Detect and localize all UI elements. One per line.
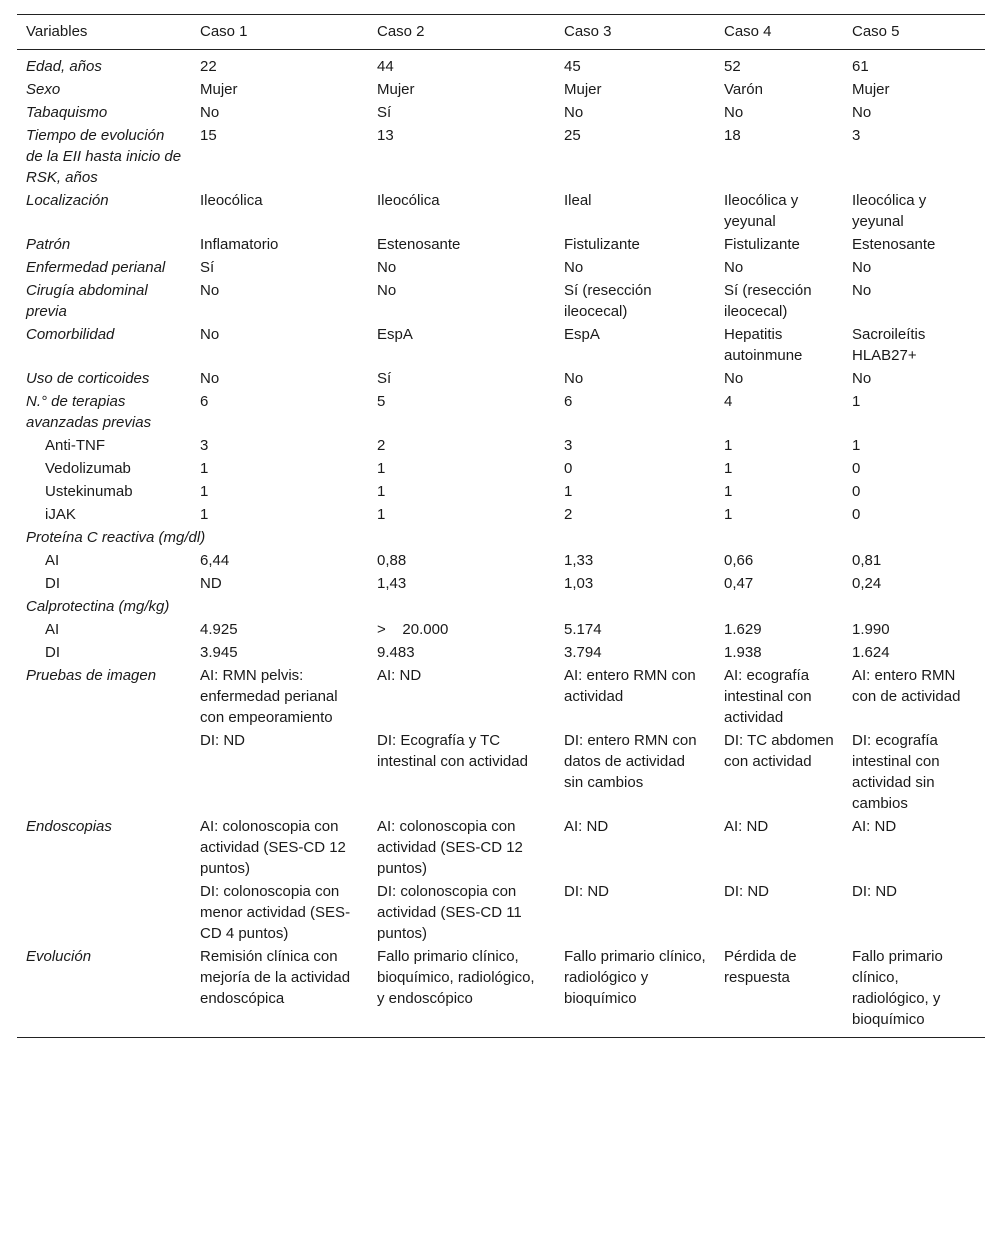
- row-label: Tiempo de evolución de la EII hasta inicio de RSK, años: [26, 127, 182, 186]
- table-cell: DI: ecografía intestinal con actividad sin cambios: [852, 732, 940, 812]
- table-cell: No: [724, 104, 744, 121]
- table-cell: Sí (resección ileocecal): [564, 282, 652, 320]
- table-cell: Sí: [377, 104, 392, 121]
- table-cell: 1: [377, 506, 386, 523]
- header-cell: Caso 5: [852, 23, 900, 40]
- table-cell: No: [564, 104, 584, 121]
- table-cell: DI: TC abdomen con actividad: [724, 732, 834, 770]
- table-cell: 1: [852, 393, 861, 410]
- table-cell: No: [724, 370, 744, 387]
- table-cell: 13: [377, 127, 394, 144]
- table-cell: > 20.000: [377, 621, 449, 638]
- table-row: [17, 945, 985, 1038]
- table-cell: No: [200, 282, 220, 299]
- table-cell: Estenosante: [852, 236, 936, 253]
- table-cell: DI: Ecografía y TC intestinal con actividad: [377, 732, 528, 770]
- table-cell: 5: [377, 393, 386, 410]
- table-cell: 1,43: [377, 575, 407, 592]
- table-cell: AI: entero RMN con actividad: [564, 667, 696, 705]
- table-cell: ND: [200, 575, 222, 592]
- table-cell: 1: [724, 483, 733, 500]
- table-cell: 25: [564, 127, 581, 144]
- table-row-section: [17, 526, 985, 549]
- table-row: [17, 78, 985, 101]
- table-cell: Mujer: [377, 81, 415, 98]
- header-cell: Caso 1: [200, 23, 248, 40]
- table-cell: AI: ecografía intestinal con actividad: [724, 667, 812, 726]
- table-cell: 2: [377, 437, 386, 454]
- table-cell: 1.938: [724, 644, 762, 661]
- table-cell: 1: [377, 460, 386, 477]
- table-row: [17, 101, 985, 124]
- table-cell: 1,03: [564, 575, 594, 592]
- table-cell: AI: ND: [377, 667, 422, 684]
- table-row-section: [17, 595, 985, 618]
- table-cell: EspA: [564, 326, 600, 343]
- row-label: Ustekinumab: [45, 483, 133, 500]
- table-cell: No: [200, 104, 220, 121]
- row-label: Comorbilidad: [26, 326, 115, 343]
- table-row: [17, 618, 985, 641]
- table-cell: 61: [852, 58, 869, 75]
- table-cell: DI: ND: [724, 883, 769, 900]
- table-cell: 1: [724, 437, 733, 454]
- table-cell: Hepatitis autoinmune: [724, 326, 803, 364]
- table-cell: 0: [852, 483, 861, 500]
- table-row: [17, 815, 985, 880]
- row-label: Pruebas de imagen: [26, 667, 157, 684]
- table-cell: AI: entero RMN con de actividad: [852, 667, 961, 705]
- table-cell: Sí (resección ileocecal): [724, 282, 812, 320]
- table-cell: 1: [377, 483, 386, 500]
- row-label: Edad, años: [26, 58, 102, 75]
- table-row: [17, 434, 985, 457]
- table-cell: Sí: [200, 259, 215, 276]
- table-row: [17, 323, 985, 367]
- table-cell: 5.174: [564, 621, 602, 638]
- table-row: [17, 279, 985, 323]
- table-cell: EspA: [377, 326, 413, 343]
- row-label: Evolución: [26, 948, 92, 965]
- table-cell: Ileocólica y yeyunal: [724, 192, 799, 230]
- row-label: Endoscopias: [26, 818, 112, 835]
- table-row: [17, 641, 985, 664]
- header-cell: Caso 3: [564, 23, 612, 40]
- table-cell: 0,24: [852, 575, 882, 592]
- table-cell: No: [852, 370, 872, 387]
- table-cell: 6: [200, 393, 209, 410]
- table-row: [17, 664, 985, 729]
- table-row: [17, 880, 985, 945]
- table-cell: 15: [200, 127, 217, 144]
- table-cell: No: [564, 370, 584, 387]
- table-cell: Mujer: [852, 81, 890, 98]
- case-comparison-table: [17, 14, 985, 1038]
- table-cell: DI: ND: [852, 883, 897, 900]
- table-cell: No: [200, 370, 220, 387]
- table-row: [17, 50, 985, 79]
- section-label: Calprotectina (mg/kg): [26, 598, 170, 615]
- table-cell: 0,47: [724, 575, 754, 592]
- table-cell: 9.483: [377, 644, 415, 661]
- table-cell: 1: [564, 483, 573, 500]
- table-row: [17, 256, 985, 279]
- table-row: [17, 367, 985, 390]
- row-label: Uso de corticoides: [26, 370, 150, 387]
- table-cell: Ileocólica y yeyunal: [852, 192, 927, 230]
- table-cell: 1.624: [852, 644, 890, 661]
- table-cell: No: [852, 282, 872, 299]
- table-cell: 44: [377, 58, 394, 75]
- table-cell: 4.925: [200, 621, 238, 638]
- table-cell: AI: RMN pelvis: enfermedad perianal con empeoramiento: [200, 667, 338, 726]
- table-cell: 1: [852, 437, 861, 454]
- table-cell: Fallo primario clínico, radiológico, y bioquímico: [852, 948, 943, 1028]
- table-cell: 1.990: [852, 621, 890, 638]
- table-cell: 3.945: [200, 644, 238, 661]
- table-row: [17, 233, 985, 256]
- table-cell: Varón: [724, 81, 763, 98]
- table-cell: No: [200, 326, 220, 343]
- table-cell: Sí: [377, 370, 392, 387]
- row-label: DI: [45, 644, 60, 661]
- table-cell: No: [377, 282, 397, 299]
- table-row: [17, 390, 985, 434]
- table-cell: 0,88: [377, 552, 407, 569]
- table-cell: No: [724, 259, 744, 276]
- table-cell: Fistulizante: [724, 236, 800, 253]
- table-cell: 1: [724, 506, 733, 523]
- table-cell: 1: [200, 483, 209, 500]
- table-cell: 1,33: [564, 552, 594, 569]
- table-cell: Remisión clínica con mejoría de la actividad endoscópica: [200, 948, 351, 1007]
- row-label: [17, 729, 191, 815]
- table-cell: 1: [724, 460, 733, 477]
- table-row: [17, 572, 985, 595]
- row-label: Anti-TNF: [45, 437, 105, 454]
- table-row: [17, 480, 985, 503]
- table-cell: Pérdida de respuesta: [724, 948, 797, 986]
- table-row: [17, 503, 985, 526]
- table-cell: 2: [564, 506, 573, 523]
- table-cell: AI: colonoscopia con actividad (SES-CD 12 puntos): [200, 818, 346, 877]
- table-cell: DI: ND: [564, 883, 609, 900]
- table-cell: 0: [852, 460, 861, 477]
- table-cell: 3.794: [564, 644, 602, 661]
- header-cell: Caso 2: [377, 23, 425, 40]
- table-cell: AI: colonoscopia con actividad (SES-CD 12 puntos): [377, 818, 523, 877]
- table-cell: 4: [724, 393, 733, 410]
- table-cell: 6,44: [200, 552, 230, 569]
- table-cell: 3: [564, 437, 573, 454]
- row-label: [17, 880, 191, 945]
- table-cell: 3: [852, 127, 861, 144]
- row-label: AI: [45, 552, 60, 569]
- header-cell: Caso 4: [724, 23, 772, 40]
- table-cell: Inflamatorio: [200, 236, 279, 253]
- row-label: AI: [45, 621, 60, 638]
- table-cell: DI: colonoscopia con actividad (SES-CD 11 puntos): [377, 883, 522, 942]
- table-row: [17, 729, 985, 815]
- table-cell: Fallo primario clínico, radiológico y bioquímico: [564, 948, 706, 1007]
- table-row: [17, 457, 985, 480]
- table-cell: No: [377, 259, 397, 276]
- table-cell: DI: entero RMN con datos de actividad sin cambios: [564, 732, 697, 791]
- table-cell: No: [564, 259, 584, 276]
- row-label: Sexo: [26, 81, 61, 98]
- table-cell: 0: [564, 460, 573, 477]
- row-label: iJAK: [45, 506, 76, 523]
- table-cell: Estenosante: [377, 236, 461, 253]
- table-cell: DI: ND: [200, 732, 245, 749]
- table-cell: AI: ND: [852, 818, 897, 835]
- row-label: Patrón: [26, 236, 71, 253]
- row-label: Tabaquismo: [26, 104, 108, 121]
- table-cell: 6: [564, 393, 573, 410]
- table-cell: 3: [200, 437, 209, 454]
- table-cell: DI: colonoscopia con menor actividad (SES-CD 4 puntos): [200, 883, 351, 942]
- table-cell: Mujer: [564, 81, 602, 98]
- table-cell: 18: [724, 127, 741, 144]
- table-cell: Ileocólica: [377, 192, 440, 209]
- table-cell: 1: [200, 460, 209, 477]
- table-cell: Mujer: [200, 81, 238, 98]
- table-cell: Fallo primario clínico, bioquímico, radiológico, y endoscópico: [377, 948, 535, 1007]
- table-cell: 1: [200, 506, 209, 523]
- row-label: Enfermedad perianal: [26, 259, 166, 276]
- table-row: [17, 549, 985, 572]
- table-cell: 22: [200, 58, 217, 75]
- table-cell: Sacroileítis HLAB27+: [852, 326, 926, 364]
- table-cell: Ileocólica: [200, 192, 263, 209]
- table-cell: Fistulizante: [564, 236, 640, 253]
- row-label: DI: [45, 575, 60, 592]
- table-cell: 0,81: [852, 552, 882, 569]
- table-cell: 45: [564, 58, 581, 75]
- table-cell: No: [852, 259, 872, 276]
- table-cell: 52: [724, 58, 741, 75]
- row-label: Cirugía abdominal previa: [26, 282, 148, 320]
- section-label: Proteína C reactiva (mg/dl): [26, 529, 206, 546]
- table-cell: 1.629: [724, 621, 762, 638]
- table-cell: AI: ND: [564, 818, 609, 835]
- row-label: Localización: [26, 192, 109, 209]
- table-cell: 0,66: [724, 552, 754, 569]
- table-cell: No: [852, 104, 872, 121]
- header-row: [17, 15, 985, 50]
- table-cell: AI: ND: [724, 818, 769, 835]
- table-row: [17, 124, 985, 189]
- table-row: [17, 189, 985, 233]
- table-cell: 0: [852, 506, 861, 523]
- table-cell: Ileal: [564, 192, 592, 209]
- row-label: Vedolizumab: [45, 460, 131, 477]
- row-label: N.° de terapias avanzadas previas: [26, 393, 152, 431]
- header-cell: Variables: [26, 23, 88, 40]
